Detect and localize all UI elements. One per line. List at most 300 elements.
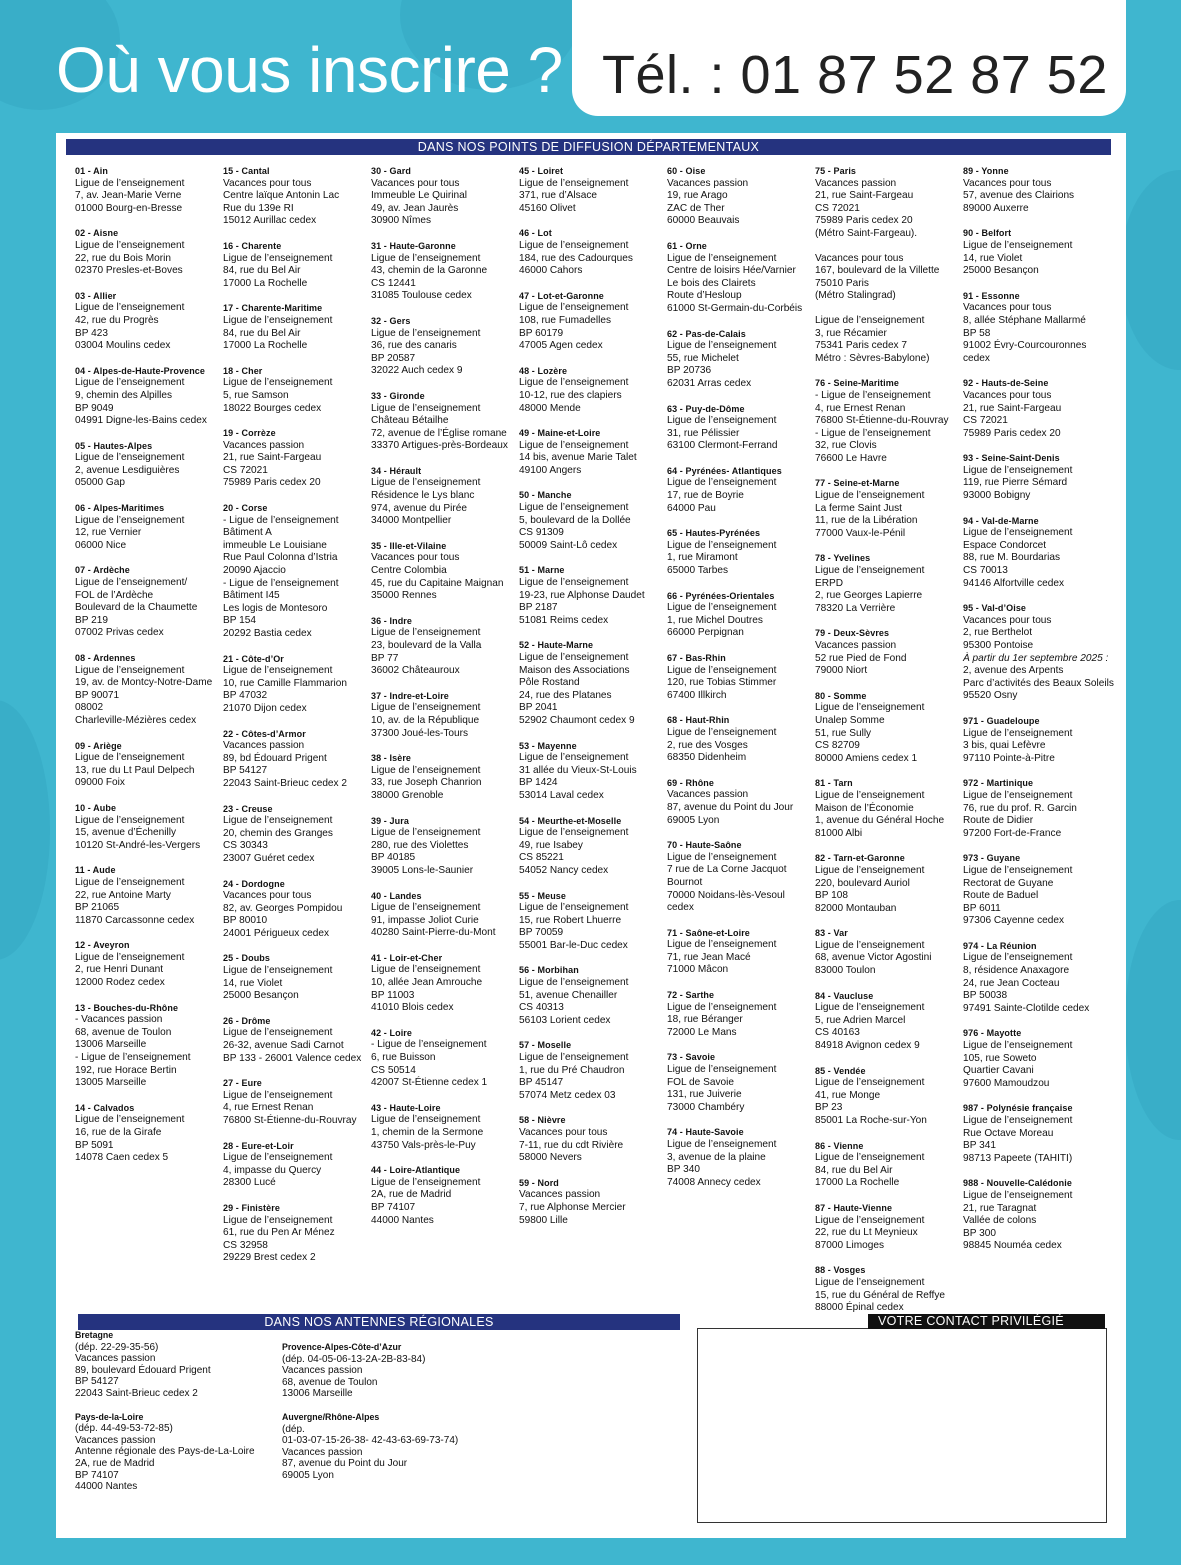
address-line: 119, rue Pierre Sémard <box>963 477 1068 489</box>
department-heading: 52 - Haute-Marne <box>519 640 594 651</box>
address-line: À partir du 1er septembre 2025 : <box>963 652 1109 664</box>
address-line: Vacances passion <box>75 1434 156 1446</box>
department-heading: 988 - Nouvelle-Calédonie <box>963 1178 1072 1189</box>
address-line: 51, avenue Chenailler <box>519 989 618 1001</box>
address-line: 2, rue Henri Dunant <box>75 964 164 976</box>
contact-box[interactable] <box>697 1328 1107 1523</box>
address-line: 41, rue Monge <box>815 1089 881 1101</box>
department-entry <box>963 777 1109 840</box>
address-line: Bournot <box>667 876 703 888</box>
address-line: FOL de l’Ardèche <box>75 589 154 601</box>
address-line: Ligue de l’enseignement <box>815 314 925 326</box>
address-line: Boulevard de la Chaumette <box>75 602 198 614</box>
address-line: 34000 Montpellier <box>371 515 452 527</box>
department-heading: 29 - Finistère <box>223 1202 280 1213</box>
address-line: 59800 Lille <box>519 1214 568 1226</box>
address-line: 76800 St-Étienne-du-Rouvray <box>815 415 949 427</box>
department-entry <box>815 690 961 766</box>
department-entry <box>667 777 813 827</box>
address-line: 29229 Brest cedex 2 <box>223 1252 316 1264</box>
department-entry <box>75 365 221 428</box>
address-line: Vacances pour tous <box>519 1127 608 1138</box>
department-entry <box>519 964 665 1027</box>
address-line: 4, rue Ernest Renan <box>223 1102 314 1114</box>
department-heading: 74 - Haute-Savoie <box>667 1127 744 1138</box>
department-heading: 05 - Hautes-Alpes <box>75 440 153 451</box>
address-line: Ligue de l’enseignement <box>667 726 777 738</box>
department-heading: 22 - Côtes-d’Armor <box>223 728 306 739</box>
address-line: 21070 Dijon cedex <box>223 702 307 714</box>
department-heading: 30 - Gard <box>371 166 411 176</box>
address-line: 974, avenue du Pirée <box>371 502 467 514</box>
address-line: Ligue de l’enseignement <box>963 464 1073 476</box>
address-line: BP 20736 <box>667 365 712 377</box>
address-line: 31 allée du Vieux-St-Louis <box>519 764 637 776</box>
address-line: 49, rue Isabey <box>519 839 583 851</box>
address-line: Centre de loisirs Hée/Varnier <box>667 265 796 277</box>
address-line: BP 1424 <box>519 777 558 789</box>
region-entry <box>75 1412 275 1493</box>
address-line: Ligue de l’enseignement <box>75 514 185 526</box>
address-line: 02370 Presles-et-Boves <box>75 265 183 277</box>
address-line: - Ligue de l’enseignement <box>815 427 931 439</box>
address-line: 75989 Paris cedex 20 <box>963 427 1061 439</box>
address-line: 19-23, rue Alphonse Daudet <box>519 589 645 601</box>
address-line: - Ligue de l’enseignement <box>371 1039 487 1051</box>
address-line: 4, rue Ernest Renan <box>815 402 906 414</box>
department-entry <box>223 302 369 352</box>
address-line: BP 80010 <box>223 915 268 927</box>
address-line: 97110 Pointe-à-Pitre <box>963 752 1055 764</box>
department-heading: 36 - Indre <box>371 615 413 626</box>
address-line: 54052 Nancy cedex <box>519 864 609 876</box>
address-line: Vacances passion <box>667 789 749 801</box>
address-line: Ligue de l’enseignement <box>815 1077 925 1089</box>
department-heading: 973 - Guyane <box>963 853 1021 864</box>
department-entry <box>75 227 221 277</box>
department-entry <box>371 1164 517 1227</box>
address-line: 51, rue Sully <box>815 727 872 739</box>
address-line: 49, av. Jean Jaurès <box>371 202 459 214</box>
address-line: BP 341 <box>963 1140 996 1152</box>
address-line: Ligue de l’enseignement <box>667 851 777 863</box>
address-line: Ligue de l’enseignement <box>223 1027 333 1039</box>
address-line: Ligue de l’enseignement <box>371 477 481 489</box>
address-line: Château Bétailhe <box>371 415 449 427</box>
address-line: 22, rue Antoine Marty <box>75 889 171 901</box>
address-line: Vacances pour tous <box>963 177 1052 189</box>
address-line: 76800 St-Étienne-du-Rouvray <box>223 1115 357 1126</box>
address-line: BP 20587 <box>371 352 416 364</box>
department-heading: 10 - Aube <box>75 802 117 813</box>
department-heading: 18 - Cher <box>223 365 263 376</box>
address-line: Ligue de l’enseignement <box>519 1052 629 1064</box>
department-entry <box>815 1202 961 1252</box>
address-line: 68, avenue de Toulon <box>75 1026 172 1038</box>
address-line: 20090 Ajaccio <box>223 565 286 577</box>
address-line: 1, rue Michel Doutres <box>667 614 763 626</box>
department-entry <box>667 465 813 515</box>
address-line: 25000 Besançon <box>963 265 1039 277</box>
department-entry <box>371 752 517 802</box>
department-entry <box>815 1264 961 1314</box>
address-line: 21, rue Taragnat <box>963 1202 1037 1214</box>
department-heading: 32 - Gers <box>371 315 411 326</box>
address-line: 88, rue M. Bourdarias <box>963 552 1061 564</box>
address-line: Ligue de l’enseignement <box>815 490 925 502</box>
address-line: 10, rue Camille Flammarion <box>223 677 347 689</box>
address-line: Ligue de l’enseignement <box>371 764 481 776</box>
department-entry <box>667 989 813 1039</box>
department-heading: 31 - Haute-Garonne <box>371 240 456 251</box>
department-entry <box>963 1102 1109 1165</box>
address-line: Résidence le Lys blanc <box>371 490 475 502</box>
address-line: 3, avenue de la plaine <box>667 1151 766 1163</box>
department-heading: 28 - Eure-et-Loir <box>223 1140 294 1151</box>
address-line: Bâtiment I45 <box>223 590 280 602</box>
address-line: 36, rue des canaris <box>371 340 457 352</box>
department-heading: 25 - Doubs <box>223 953 271 964</box>
address-line: 10-12, rue des clapiers <box>519 389 622 401</box>
address-line: 71, rue Jean Macé <box>667 951 751 963</box>
department-entry <box>75 864 221 927</box>
address-line: Ligue de l’enseignement <box>519 977 629 989</box>
address-line: BP 50038 <box>963 990 1008 1002</box>
department-entry <box>371 952 517 1015</box>
department-entry <box>223 803 369 866</box>
department-entry <box>75 290 221 353</box>
department-entry <box>223 1015 369 1065</box>
address-line: 61, rue du Pen Ar Ménez <box>223 1227 335 1239</box>
address-line: 2, rue Georges Lapierre <box>815 590 923 602</box>
department-heading: 59 - Nord <box>519 1177 559 1188</box>
department-heading: 71 - Saône-et-Loire <box>667 927 750 938</box>
address-line: 9, chemin des Alpilles <box>75 389 173 401</box>
address-line: BP 54127 <box>75 1376 119 1388</box>
address-line: 57074 Metz cedex 03 <box>519 1089 616 1101</box>
department-entry <box>371 815 517 878</box>
address-line: Rue du 139e RI <box>223 202 294 214</box>
address-line: 35000 Rennes <box>371 590 437 602</box>
address-line: Maison de l’Économie <box>815 802 914 814</box>
address-line: Bâtiment A <box>223 527 272 539</box>
address-line: 31, rue Pélissier <box>667 427 740 439</box>
phone-number[interactable]: Tél. : 01 87 52 87 52 <box>602 45 1108 105</box>
address-line: 76, rue du prof. R. Garcin <box>963 802 1077 814</box>
department-entry <box>519 365 665 415</box>
address-line: BP 133 - 26001 Valence cedex <box>223 1052 362 1064</box>
address-line: 80000 Amiens cedex 1 <box>815 752 918 764</box>
department-entry <box>963 290 1109 366</box>
address-line: Ligue de l’enseignement <box>963 1040 1073 1052</box>
address-line: 55001 Bar-le-Duc cedex <box>519 939 628 951</box>
department-heading: 77 - Seine-et-Marne <box>815 478 900 489</box>
department-entry <box>223 653 369 716</box>
address-line: Ligue de l’enseignement/ <box>75 577 188 589</box>
address-line: Ligue de l’enseignement <box>223 665 333 677</box>
address-line: FOL de Savoie <box>667 1076 734 1088</box>
region-column <box>75 1330 275 1505</box>
address-line: 71000 Mâcon <box>667 964 729 976</box>
address-line: 87, avenue du Point du Jour <box>282 1458 408 1470</box>
department-heading: 84 - Vaucluse <box>815 990 874 1001</box>
address-line: BP 90071 <box>75 689 120 701</box>
address-line: 22, rue du Bois Morin <box>75 252 171 264</box>
address-line: 75010 Paris <box>815 277 869 289</box>
address-line: Les logis de Montesoro <box>223 602 328 614</box>
department-heading: 20 - Corse <box>223 503 268 514</box>
address-line: Ligue de l’enseignement <box>75 814 185 826</box>
address-line: 67400 Illkirch <box>667 689 727 701</box>
department-heading: 15 - Cantal <box>223 166 270 176</box>
address-line: 68350 Didenheim <box>667 752 747 764</box>
department-column <box>371 165 517 1239</box>
department-entry <box>75 740 221 790</box>
address-line: CS 85221 <box>519 852 564 864</box>
department-heading: 62 - Pas-de-Calais <box>667 328 746 339</box>
address-line: CS 12441 <box>371 277 416 289</box>
department-heading: 971 - Guadeloupe <box>963 715 1040 726</box>
address-line: 04991 Digne-les-Bains cedex <box>75 415 207 427</box>
department-heading: 972 - Martinique <box>963 778 1034 789</box>
address-line: BP 219 <box>75 614 108 626</box>
address-line: 18022 Bourges cedex <box>223 402 322 414</box>
address-line: Espace Condorcet <box>963 539 1047 551</box>
address-line: Ligue de l’enseignement <box>223 965 333 977</box>
address-line: Vacances passion <box>223 439 305 451</box>
address-line: 105, rue Soweto <box>963 1052 1037 1064</box>
address-line: CS 40163 <box>815 1027 860 1039</box>
address-line: 25000 Besançon <box>223 990 299 1002</box>
phone-panel <box>572 0 1126 116</box>
address-line: 108, rue Fumadelles <box>519 314 612 326</box>
department-heading: 78 - Yvelines <box>815 553 871 564</box>
address-line: 167, boulevard de la Villette <box>815 265 940 277</box>
address-line: 22043 Saint-Brieuc cedex 2 <box>223 777 348 789</box>
department-entry <box>371 615 517 678</box>
department-heading: 24 - Dordogne <box>223 878 285 889</box>
department-heading: 79 - Deux-Sèvres <box>815 628 890 639</box>
address-line: 93000 Bobigny <box>963 490 1031 502</box>
address-line: 40280 Saint-Pierre-du-Mont <box>371 927 496 939</box>
address-line: 83000 Toulon <box>815 965 876 977</box>
department-heading: 27 - Eure <box>223 1078 262 1089</box>
address-line: 07002 Privas cedex <box>75 627 164 639</box>
address-line: 2, avenue des Arpents <box>963 665 1064 677</box>
address-line: Ligue de l’enseignement <box>667 602 777 614</box>
address-line: 14 bis, avenue Marie Talet <box>519 452 637 464</box>
address-line: CS 72021 <box>223 464 268 476</box>
address-line: 5, rue Samson <box>223 389 289 401</box>
department-entry <box>75 1102 221 1165</box>
address-line: Ligue de l’enseignement <box>519 652 629 663</box>
address-line: Route d’Hesloup <box>667 290 742 302</box>
address-line: 52902 Chaumont cedex 9 <box>519 714 635 726</box>
address-line: BP 40185 <box>371 852 416 864</box>
address-line: 20292 Bastia cedex <box>223 628 312 639</box>
address-line: 87000 Limoges <box>815 1239 885 1251</box>
address-line: 52 rue Pied de Fond <box>815 652 907 664</box>
address-line: 33, rue Joseph Chanrion <box>371 777 482 789</box>
department-heading: 90 - Belfort <box>963 228 1012 239</box>
address-line: Ligue de l’enseignement <box>371 702 481 714</box>
address-line: 36002 Châteauroux <box>371 665 460 677</box>
address-line: Ligue de l’enseignement <box>519 752 629 764</box>
address-line: BP 54127 <box>223 765 268 777</box>
address-line: BP 5091 <box>75 1139 114 1151</box>
department-entry <box>519 290 665 353</box>
address-line: 79000 Niort <box>815 665 868 677</box>
department-entry <box>667 590 813 640</box>
address-line: 13006 Marseille <box>282 1388 353 1400</box>
address-line: 371, rue d’Alsace <box>519 190 597 202</box>
address-line: BP 45147 <box>519 1077 564 1089</box>
address-line: Vallée de colons <box>963 1215 1037 1227</box>
department-heading: 65 - Hautes-Pyrénées <box>667 528 761 539</box>
address-line: 2, rue des Vosges <box>667 739 748 751</box>
department-entry <box>815 477 961 540</box>
departments-header: DANS NOS POINTS DE DIFFUSION DÉPARTEMENTAUX <box>66 139 1111 155</box>
department-heading: 69 - Rhône <box>667 777 715 788</box>
department-column <box>667 165 813 1201</box>
address-line: 72, avenue de l’Église romane <box>371 427 507 439</box>
address-line: Ligue de l’enseignement <box>75 377 185 389</box>
address-line: Quartier Cavani <box>963 1065 1034 1077</box>
address-line: Vacances pour tous <box>223 177 312 189</box>
department-entry <box>223 427 369 490</box>
department-entry <box>519 890 665 953</box>
department-heading: 88 - Vosges <box>815 1265 866 1276</box>
address-line: 45, rue du Capitaine Maignan <box>371 577 504 589</box>
department-heading: 63 - Puy-de-Dôme <box>667 403 745 414</box>
address-line: 24001 Périgueux cedex <box>223 927 330 939</box>
address-line: 13006 Marseille <box>75 1039 147 1051</box>
address-line: Rectorat de Guyane <box>963 877 1054 889</box>
address-line: 120, rue Tobias Stimmer <box>667 677 777 689</box>
region-heading: Auvergne/Rhône-Alpes <box>282 1411 380 1422</box>
address-line: 66000 Perpignan <box>667 627 744 639</box>
address-line: 3 bis, quai Lefèvre <box>963 740 1046 752</box>
address-line: 20, chemin des Granges <box>223 827 333 839</box>
address-line: BP 58 <box>963 327 991 339</box>
address-line: Centre laïque Antonin Lac <box>223 190 340 202</box>
address-line: Ligue de l’enseignement <box>75 752 185 764</box>
address-line: 26-32, avenue Sadi Carnot <box>223 1040 344 1052</box>
address-line: Rue Octave Moreau <box>963 1127 1054 1139</box>
address-line <box>815 303 961 315</box>
address-line: 75341 Paris cedex 7 <box>815 340 908 352</box>
department-heading: 37 - Indre-et-Loire <box>371 690 449 701</box>
address-line: - Vacances passion <box>75 1014 163 1026</box>
address-line: BP 154 <box>223 615 256 627</box>
department-entry <box>371 1102 517 1152</box>
address-line: Ligue de l’enseignement <box>371 402 481 414</box>
address-line: BP 23 <box>815 1102 843 1114</box>
address-line: Ligue de l’enseignement <box>519 239 629 251</box>
address-line: 12000 Rodez cedex <box>75 977 165 989</box>
address-line: Ligue de l’enseignement <box>963 239 1073 251</box>
address-line: Ligue de l’enseignement <box>371 827 481 839</box>
address-line: Ligue de l’enseignement <box>667 939 777 951</box>
address-line: CS 40313 <box>519 1002 564 1014</box>
department-entry <box>371 540 517 603</box>
department-heading: 974 - La Réunion <box>963 940 1037 951</box>
department-entry <box>75 564 221 640</box>
address-line: - Ligue de l’enseignement <box>223 514 339 526</box>
department-heading: 38 - Isère <box>371 753 412 764</box>
address-line: Ligue de l’enseignement <box>667 539 777 551</box>
address-line: 31085 Toulouse cedex <box>371 290 472 302</box>
department-entry <box>667 240 813 316</box>
address-line: Ligue de l’enseignement <box>75 876 185 888</box>
department-heading: 50 - Manche <box>519 490 572 501</box>
address-line: 94146 Alfortville cedex <box>963 577 1065 589</box>
department-heading: 09 - Ariège <box>75 740 122 751</box>
department-entry <box>667 652 813 702</box>
address-line: 78320 La Verrière <box>815 602 896 614</box>
department-heading: 21 - Côte-d’Or <box>223 653 284 664</box>
address-line: Ligue de l’enseignement <box>963 864 1073 876</box>
department-entry <box>667 1051 813 1114</box>
department-heading: 55 - Meuse <box>519 890 567 901</box>
department-heading: 23 - Creuse <box>223 803 273 814</box>
address-line: 11870 Carcassonne cedex <box>75 914 195 926</box>
department-heading: 987 - Polynésie française <box>963 1103 1073 1114</box>
address-line: 23, boulevard de la Valla <box>371 640 482 651</box>
contact-header: VOTRE CONTACT PRIVILÉGIÉ <box>868 1314 1105 1329</box>
department-entry <box>519 740 665 803</box>
address-line: 65000 Tarbes <box>667 565 728 577</box>
address-line: 7, rue Alphonse Mercier <box>519 1201 626 1213</box>
address-line: Ligue de l’enseignement <box>75 177 185 189</box>
department-heading: 93 - Seine-Saint-Denis <box>963 453 1060 464</box>
department-heading: 03 - Allier <box>75 290 117 301</box>
department-entry <box>667 403 813 453</box>
address-line: immeuble Le Louisiane <box>223 539 327 551</box>
department-column <box>963 165 1114 1265</box>
address-line: 74008 Annecy cedex <box>667 1176 761 1188</box>
address-line: 39005 Lons-le-Saunier <box>371 864 474 876</box>
address-line: Ligue de l’enseignement <box>223 1152 333 1164</box>
address-line: Ligue de l’enseignement <box>963 527 1073 539</box>
address-line: CS 32958 <box>223 1239 268 1251</box>
department-entry <box>963 602 1114 703</box>
department-entry <box>963 227 1109 277</box>
address-line: 280, rue des Violettes <box>371 839 469 851</box>
address-line: Ligue de l’enseignement <box>371 627 481 639</box>
department-entry <box>519 815 665 878</box>
department-entry <box>519 489 665 552</box>
address-line: 84918 Avignon cedex 9 <box>815 1040 920 1052</box>
address-line: 10, allée Jean Amrouche <box>371 977 483 989</box>
address-line: 58000 Nevers <box>519 1152 582 1164</box>
department-heading: 01 - Ain <box>75 166 108 176</box>
address-line: CS 70013 <box>963 565 1008 577</box>
address-line: 98845 Nouméa cedex <box>963 1240 1062 1252</box>
department-entry <box>75 502 221 552</box>
address-line: Ligue de l’enseignement <box>75 664 185 676</box>
address-line: 7 rue de La Corne Jacquot <box>667 864 787 876</box>
address-line: Ligue de l’enseignement <box>963 952 1073 964</box>
address-line: ZAC de Ther <box>667 202 725 214</box>
address-line: 69005 Lyon <box>282 1469 334 1481</box>
department-heading: 26 - Drôme <box>223 1015 271 1026</box>
address-line: 85001 La Roche-sur-Yon <box>815 1115 927 1126</box>
department-entry <box>815 777 961 840</box>
department-heading: 42 - Loire <box>371 1027 413 1038</box>
department-heading: 56 - Morbihan <box>519 965 579 976</box>
department-entry <box>667 714 813 764</box>
